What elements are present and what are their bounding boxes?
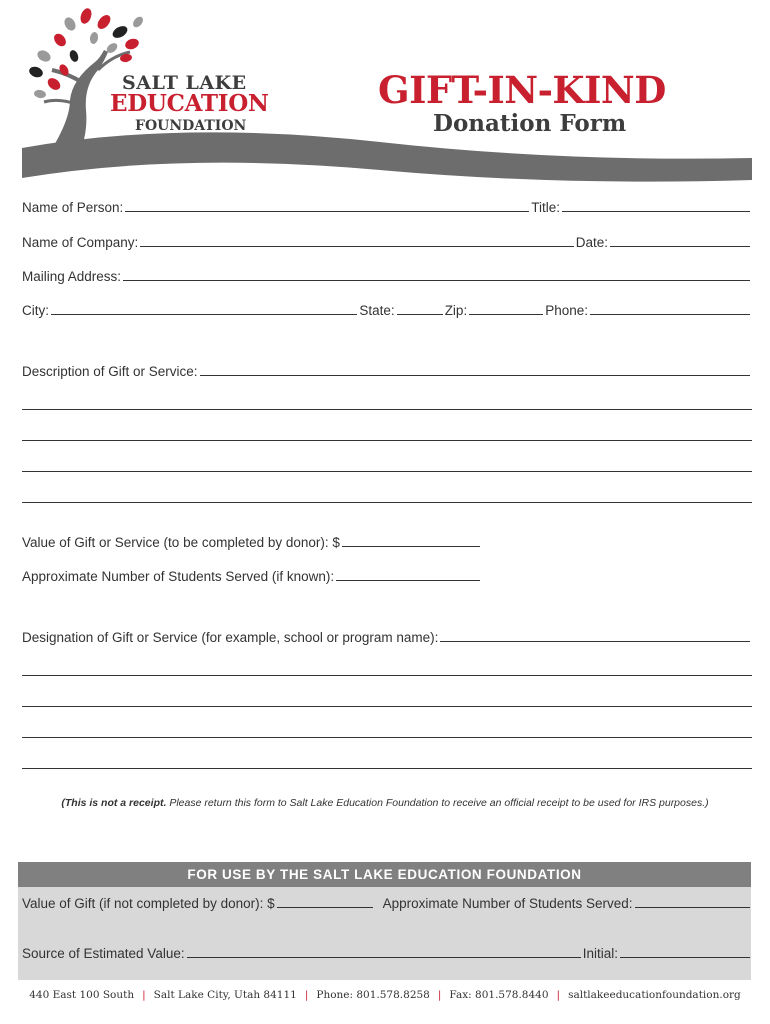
footer-separator: | <box>556 989 561 1001</box>
city-field[interactable] <box>51 313 357 315</box>
description-label: Description of Gift or Service: <box>22 364 198 379</box>
source-field[interactable] <box>187 956 581 958</box>
footer-separator: | <box>142 989 146 1001</box>
logo-line-1: SALT LAKE <box>122 72 247 94</box>
form-title: GIFT-IN-KIND <box>378 68 666 112</box>
city-label: City: <box>22 303 49 318</box>
title-field[interactable] <box>562 210 750 212</box>
name-person-label: Name of Person: <box>22 200 124 215</box>
zip-field[interactable] <box>469 313 543 315</box>
footer-website: saltlakeeducationfoundation.org <box>568 989 741 1001</box>
footer-fax: Fax: 801.578.8440 <box>449 989 549 1001</box>
receipt-note <box>0 797 770 809</box>
title-label: Title: <box>531 200 560 215</box>
description-field[interactable] <box>200 374 750 376</box>
description-line[interactable] <box>22 440 752 441</box>
designation-line[interactable] <box>22 675 752 676</box>
row-office-value <box>22 896 752 911</box>
office-students-field[interactable] <box>635 906 750 908</box>
description-line[interactable] <box>22 502 752 503</box>
swoosh-shape <box>22 132 752 181</box>
designation-line[interactable] <box>22 737 752 738</box>
designation-label: Designation of Gift or Service (for example, school or program name): <box>22 630 439 645</box>
form-subtitle: Donation Form <box>433 110 627 137</box>
logo-line-3: FOUNDATION <box>135 118 247 134</box>
students-field[interactable] <box>336 579 480 581</box>
row-description <box>22 364 752 379</box>
footer-phone: Phone: 801.578.8258 <box>316 989 430 1001</box>
date-label: Date: <box>575 235 608 250</box>
footer <box>0 989 770 1001</box>
row-company <box>22 235 752 250</box>
designation-line[interactable] <box>22 706 752 707</box>
mailing-address-field[interactable] <box>123 279 750 281</box>
value-field[interactable] <box>342 545 480 547</box>
description-line[interactable] <box>22 471 752 472</box>
initial-field[interactable] <box>620 956 750 958</box>
phone-label: Phone: <box>545 303 588 318</box>
description-line[interactable] <box>22 409 752 410</box>
designation-line[interactable] <box>22 768 752 769</box>
row-value <box>22 535 482 550</box>
footer-address: 440 East 100 South <box>29 989 135 1001</box>
name-person-field[interactable] <box>125 210 529 212</box>
phone-field[interactable] <box>590 313 750 315</box>
state-field[interactable] <box>397 313 443 315</box>
zip-label: Zip: <box>444 303 468 318</box>
footer-city: Salt Lake City, Utah 84111 <box>153 989 297 1001</box>
designation-field[interactable] <box>440 640 750 642</box>
name-company-field[interactable] <box>140 245 573 247</box>
state-label: State: <box>359 303 395 318</box>
row-city <box>22 303 752 318</box>
receipt-note-bold: (This is not a receipt. <box>61 797 167 809</box>
row-person <box>22 200 752 215</box>
office-value-field[interactable] <box>277 906 373 908</box>
row-office-source <box>22 946 752 961</box>
office-students-label: Approximate Number of Students Served: <box>382 896 633 911</box>
office-value-label: Value of Gift (if not completed by donor): $ <box>22 896 275 911</box>
mailing-address-label: Mailing Address: <box>22 269 122 284</box>
row-students <box>22 569 482 584</box>
row-address <box>22 269 752 284</box>
footer-separator: | <box>437 989 442 1001</box>
initial-label: Initial: <box>582 946 618 961</box>
date-field[interactable] <box>610 245 750 247</box>
receipt-note-rest: Please return this form to Salt Lake Education Foundation to receive an official receipt to be used for IRS purposes.) <box>166 797 709 809</box>
value-label: Value of Gift or Service (to be completed by donor): $ <box>22 535 340 550</box>
row-designation <box>22 630 752 645</box>
footer-separator: | <box>304 989 309 1001</box>
logo-line-2: EDUCATION <box>110 90 269 117</box>
name-company-label: Name of Company: <box>22 235 139 250</box>
students-label: Approximate Number of Students Served (if known): <box>22 569 335 584</box>
office-use-heading: FOR USE BY THE SALT LAKE EDUCATION FOUNDATION <box>18 862 751 887</box>
source-label: Source of Estimated Value: <box>22 946 185 961</box>
